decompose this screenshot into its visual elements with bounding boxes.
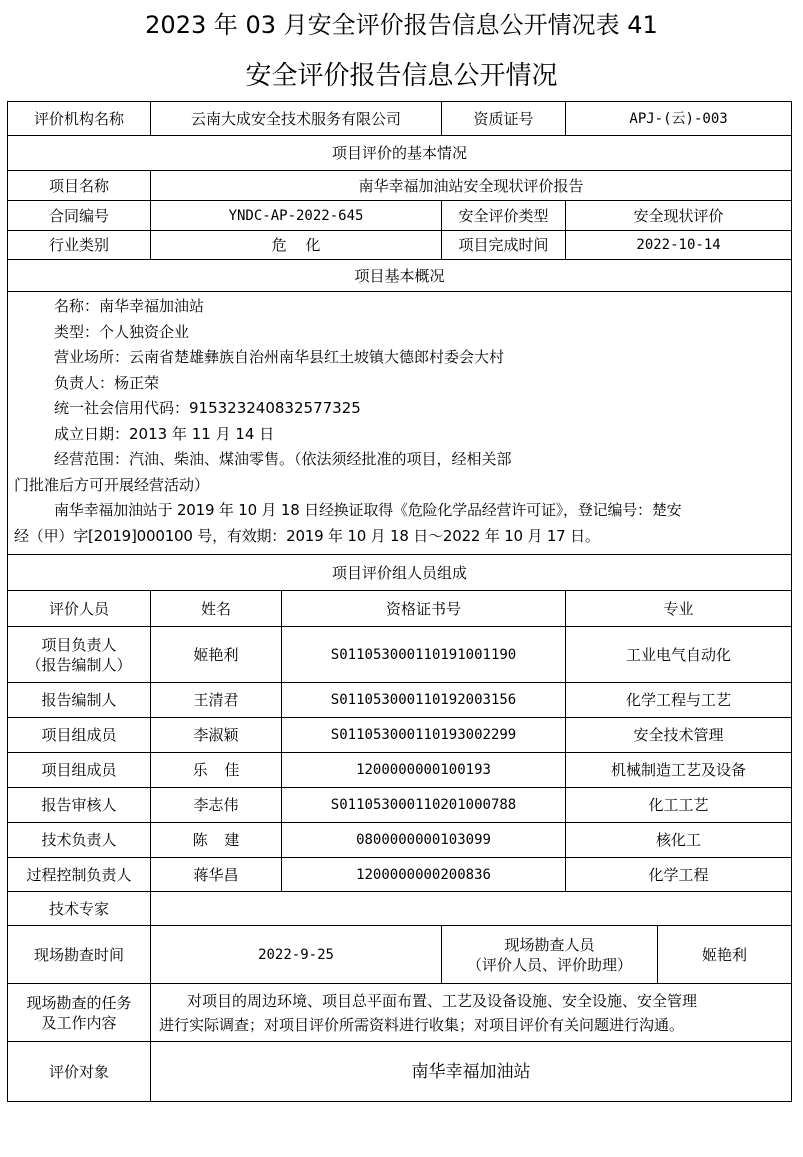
cert-value: APJ-(云)-003 xyxy=(566,102,792,136)
overview-license-line2: 经（甲）字[2019]000100 号，有效期：2019 年 10 月 18 日～2022 年 10 月 17 日。 xyxy=(14,526,600,545)
project-name-value: 南华幸福加油站安全现状评价报告 xyxy=(151,171,792,201)
team-row xyxy=(8,627,792,683)
overview-license-line1: 南华幸福加油站于 2019 年 10 月 18 日经换证取得《危险化学品经营许可证》，登记编号：楚安 xyxy=(54,501,682,519)
team-major: 安全技术管理 xyxy=(566,718,792,753)
basic-section-header: 项目评价的基本情况 xyxy=(8,136,792,171)
team-role: 报告审核人 xyxy=(8,788,151,823)
task-text-line2: 进行实际调查；对项目评价所需资料进行收集；对项目评价有关问题进行沟通。 xyxy=(159,1015,685,1034)
overview-scope-line1: 经营范围：汽油、柴油、煤油零售。（依法须经批准的项目，经相关部 xyxy=(54,450,512,468)
task-label xyxy=(8,984,151,1042)
overview-founded: 成立日期：2013 年 11 月 14 日 xyxy=(54,424,275,443)
team-cert-no: S011053000110191001190 xyxy=(282,627,566,683)
team-row xyxy=(8,718,792,753)
overview-body xyxy=(8,292,792,555)
team-role: 项目组成员 xyxy=(8,753,151,788)
document-subtitle: 安全评价报告信息公开情况 xyxy=(245,61,558,91)
team-role: 技术负责人 xyxy=(8,823,151,858)
finish-label: 项目完成时间 xyxy=(442,231,566,260)
survey-time-value: 2022-9-25 xyxy=(151,926,442,984)
overview-scope-line2: 门批准后方可开展经营活动） xyxy=(14,475,210,494)
team-cert-no: 1200000000100193 xyxy=(282,753,566,788)
overview-name: 名称：南华幸福加油站 xyxy=(54,297,205,315)
target-row xyxy=(8,1042,792,1102)
team-col-name: 姓名 xyxy=(151,591,282,627)
team-row xyxy=(8,683,792,718)
eval-type-label: 安全评价类型 xyxy=(442,201,566,231)
overview-address: 营业场所：云南省楚雄彝族自治州南华县红土坡镇大德郎村委会大村 xyxy=(54,348,505,366)
team-header-row xyxy=(8,591,792,627)
disclosure-table xyxy=(7,101,792,1102)
team-cert-no: S011053000110193002299 xyxy=(282,718,566,753)
task-text-line1: 对项目的周边环境、项目总平面布置、工艺及设备设施、安全设施、安全管理 xyxy=(187,991,698,1010)
eval-type-value: 安全现状评价 xyxy=(566,201,792,231)
team-cert-no: S011053000110192003156 xyxy=(282,683,566,718)
team-role: 过程控制负责人 xyxy=(8,858,151,892)
contract-row xyxy=(8,201,792,231)
team-cert-no: 0800000000103099 xyxy=(282,823,566,858)
industry-row xyxy=(8,231,792,260)
expert-value xyxy=(151,892,792,926)
org-label: 评价机构名称 xyxy=(8,102,151,136)
survey-people-label-line2: （评价人员、评价助理） xyxy=(467,955,633,974)
team-role xyxy=(8,627,151,683)
team-member-name: 李淑颖 xyxy=(151,718,282,753)
team-member-name: 陈 建 xyxy=(151,823,282,858)
survey-people-value: 姬艳利 xyxy=(658,926,792,984)
team-row xyxy=(8,823,792,858)
survey-row xyxy=(8,926,792,984)
team-member-name: 乐 佳 xyxy=(151,753,282,788)
target-value: 南华幸福加油站 xyxy=(151,1042,792,1102)
team-section-header: 项目评价组人员组成 xyxy=(8,555,792,591)
team-col-role: 评价人员 xyxy=(8,591,151,627)
finish-value: 2022-10-14 xyxy=(566,231,792,260)
survey-time-label: 现场勘查时间 xyxy=(8,926,151,984)
expert-label: 技术专家 xyxy=(8,892,151,926)
overview-type: 类型：个人独资企业 xyxy=(54,322,190,341)
team-major: 工业电气自动化 xyxy=(566,627,792,683)
overview-owner: 负责人：杨正荣 xyxy=(54,373,160,392)
team-member-name: 李志伟 xyxy=(151,788,282,823)
cert-label: 资质证号 xyxy=(442,102,566,136)
team-major: 化学工程 xyxy=(566,858,792,892)
survey-people-label-line1: 现场勘查人员 xyxy=(504,935,595,954)
industry-label: 行业类别 xyxy=(8,231,151,260)
team-role-line2: （报告编制人） xyxy=(26,655,132,674)
target-label: 评价对象 xyxy=(8,1042,151,1102)
team-member-name: 姬艳利 xyxy=(151,627,282,683)
team-major: 化学工程与工艺 xyxy=(566,683,792,718)
contract-label: 合同编号 xyxy=(8,201,151,231)
project-name-row xyxy=(8,171,792,201)
task-row xyxy=(8,984,792,1042)
team-col-cert: 资格证书号 xyxy=(282,591,566,627)
org-value: 云南大成安全技术服务有限公司 xyxy=(151,102,442,136)
team-col-major: 专业 xyxy=(566,591,792,627)
org-row xyxy=(8,102,792,136)
team-row xyxy=(8,753,792,788)
overview-credit-code: 统一社会信用代码：915323240832577325 xyxy=(54,399,361,417)
team-role: 报告编制人 xyxy=(8,683,151,718)
document-title: 2023 年 03 月安全评价报告信息公开情况表 41 xyxy=(145,11,658,39)
team-member-name: 王清君 xyxy=(151,683,282,718)
contract-value: YNDC-AP-2022-645 xyxy=(151,201,442,231)
project-name-label: 项目名称 xyxy=(8,171,151,201)
team-role-line1: 项目负责人 xyxy=(41,635,117,654)
task-label-line1: 现场勘查的任务 xyxy=(26,993,132,1012)
overview-section-header: 项目基本概况 xyxy=(8,260,792,292)
expert-row xyxy=(8,892,792,926)
team-role: 项目组成员 xyxy=(8,718,151,753)
team-cert-no: 1200000000200836 xyxy=(282,858,566,892)
task-label-line2: 及工作内容 xyxy=(41,1013,117,1032)
task-content xyxy=(151,984,792,1042)
survey-people-label xyxy=(442,926,658,984)
industry-value: 危 化 xyxy=(151,231,442,260)
team-cert-no: S011053000110201000788 xyxy=(282,788,566,823)
team-row xyxy=(8,788,792,823)
team-major: 机械制造工艺及设备 xyxy=(566,753,792,788)
team-member-name: 蒋华昌 xyxy=(151,858,282,892)
team-major: 化工工艺 xyxy=(566,788,792,823)
team-major: 核化工 xyxy=(566,823,792,858)
team-row xyxy=(8,858,792,892)
